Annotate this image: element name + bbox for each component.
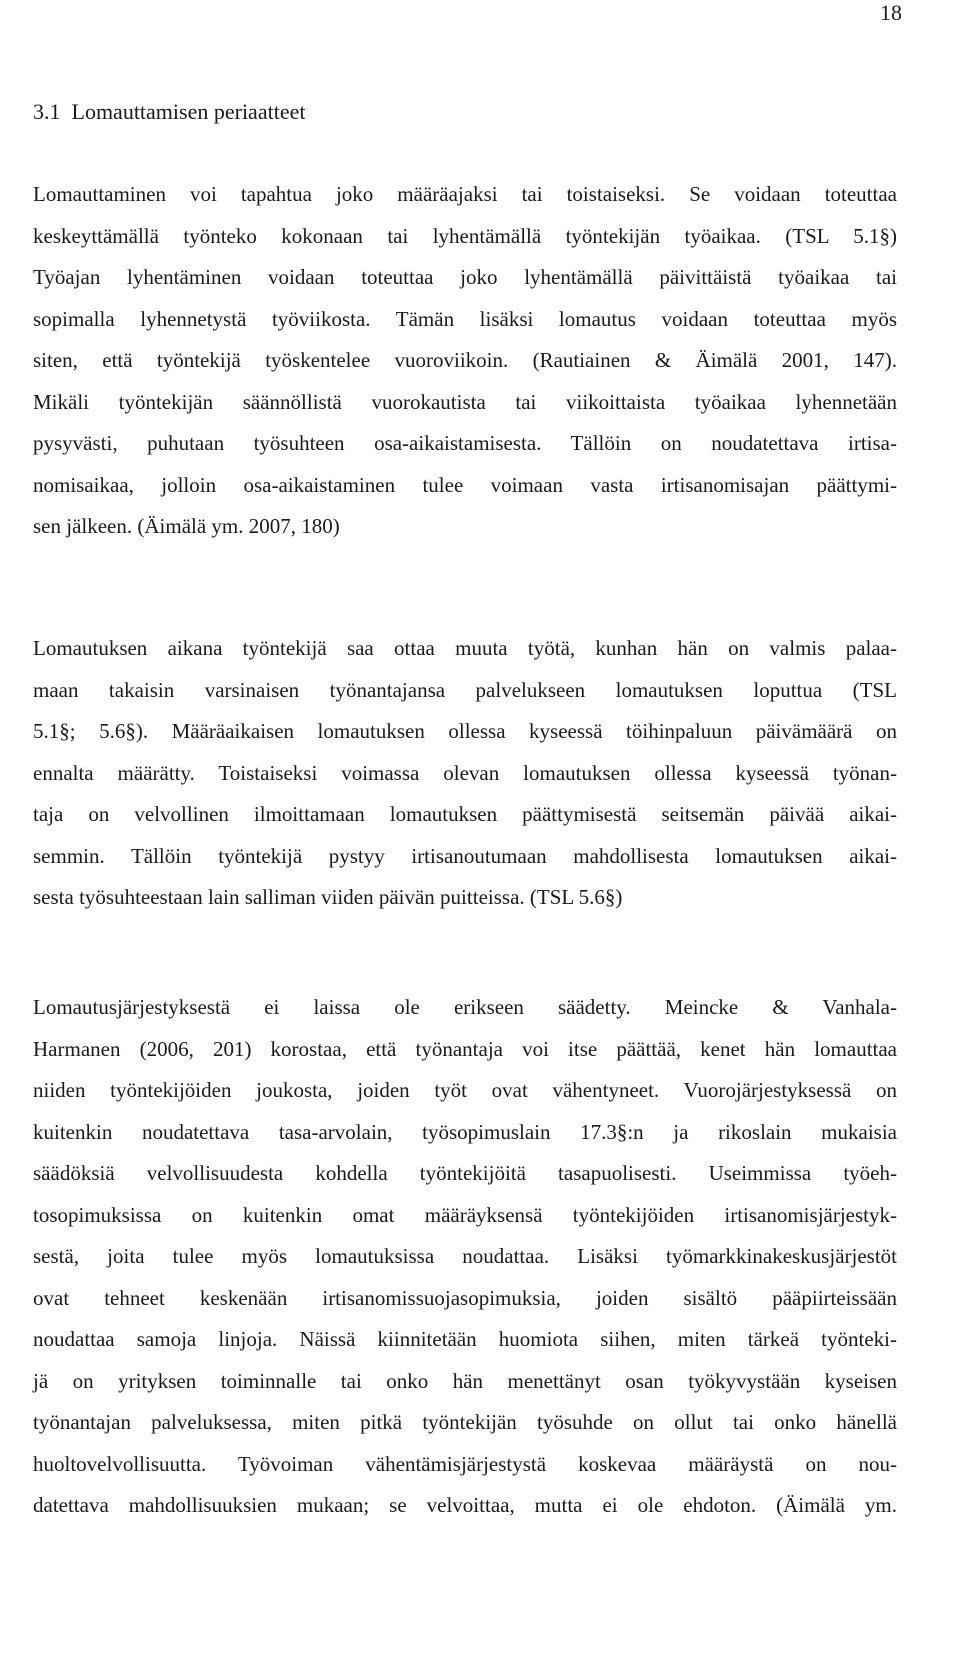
paragraph-line: sen jälkeen. (Äimälä ym. 2007, 180)	[33, 514, 340, 538]
paragraph-line: Lomautuksen aikana työntekijä saa ottaa muuta työtä, kunhan hän on valmis palaa-	[33, 636, 897, 660]
paragraph-line: Mikäli työntekijän säännöllistä vuorokautista tai viikoittaista työaikaa lyhennetään	[33, 389, 897, 414]
paragraph-line: pysyvästi, puhutaan työsuhteen osa-aikaistamisesta. Tällöin on noudatettava irtisa-	[33, 431, 897, 455]
paragraph-line: ovat tehneet keskenään irtisanomissuojasopimuksia, joiden sisältö pääpiirteissään	[33, 1285, 897, 1310]
section-heading: 3.1 Lomauttamisen periaatteet	[33, 99, 306, 124]
paragraph-line: huoltovelvollisuutta. Työvoiman vähentämisjärjestystä koskevaa määräystä on nou-	[33, 1451, 897, 1476]
paragraph-line: sopimalla lyhennetystä työviikosta. Tämän lisäksi lomautus voidaan toteuttaa myös	[33, 306, 897, 331]
paragraph-line: Lomauttaminen voi tapahtua joko määräajaksi tai toistaiseksi. Se voidaan toteuttaa	[33, 182, 897, 206]
paragraph-line: työnantajan palveluksessa, miten pitkä työntekijän työsuhde on ollut tai onko hänellä	[33, 1410, 897, 1434]
paragraph-line: siten, että työntekijä työskentelee vuoroviikoin. (Rautiainen & Äimälä 2001, 147).	[33, 348, 897, 372]
paragraph-line: 5.1§; 5.6§). Määräaikaisen lomautuksen ollessa kyseessä töihinpaluun päivämäärä on	[33, 719, 897, 743]
paragraph-line: noudattaa samoja linjoja. Näissä kiinnitetään huomiota siihen, miten tärkeä työnteki-	[33, 1327, 897, 1351]
paragraph-line: tosopimuksissa on kuitenkin omat määräyksensä työntekijöiden irtisanomisjärjestyk-	[33, 1202, 897, 1227]
paragraph-line: taja on velvollinen ilmoittamaan lomautuksen päättymisestä seitsemän päivää aikai-	[33, 802, 897, 826]
paragraph-line: sestä, joita tulee myös lomautuksissa noudattaa. Lisäksi työmarkkinakeskusjärjestöt	[33, 1244, 897, 1268]
paragraph-line: niiden työntekijöiden joukosta, joiden työt ovat vähentyneet. Vuorojärjestyksessä on	[33, 1078, 897, 1102]
paragraph-line: Lomautusjärjestyksestä ei laissa ole erikseen säädetty. Meincke & Vanhala-	[33, 995, 897, 1019]
page-number: 18	[880, 0, 902, 25]
paragraph-line: säädöksiä velvollisuudesta kohdella työntekijöitä tasapuolisesti. Useimmissa työeh-	[33, 1161, 897, 1185]
paragraph-line: datettava mahdollisuuksien mukaan; se velvoittaa, mutta ei ole ehdoton. (Äimälä ym.	[33, 1493, 897, 1517]
paragraph-line: Harmanen (2006, 201) korostaa, että työnantaja voi itse päättää, kenet hän lomauttaa	[33, 1036, 897, 1061]
paragraph-line: maan takaisin varsinaisen työnantajansa palvelukseen lomautuksen loputtua (TSL	[33, 677, 897, 702]
paragraph-2	[33, 635, 897, 926]
paragraph-line: jä on yrityksen toiminnalle tai onko hän menettänyt osan työkyvystään kyseisen	[33, 1368, 897, 1393]
paragraph-1	[33, 181, 897, 555]
paragraph-line: kuitenkin noudatettava tasa-arvolain, työsopimuslain 17.3§:n ja rikoslain mukaisia	[33, 1119, 897, 1144]
paragraph-line: nomisaikaa, jolloin osa-aikaistaminen tulee voimaan vasta irtisanomisajan päättymi-	[33, 472, 897, 497]
paragraph-line: Työajan lyhentäminen voidaan toteuttaa joko lyhentämällä päivittäistä työaikaa tai	[33, 265, 897, 289]
paragraph-line: ennalta määrätty. Toistaiseksi voimassa olevan lomautuksen ollessa kyseessä työnan-	[33, 760, 897, 785]
paragraph-line: keskeyttämällä työnteko kokonaan tai lyhentämällä työntekijän työaikaa. (TSL 5.1§)	[33, 223, 897, 248]
paragraph-line: semmin. Tällöin työntekijä pystyy irtisanoutumaan mahdollisesta lomautuksen aikai-	[33, 843, 897, 868]
paragraph-3	[33, 994, 897, 1534]
paragraph-line: sesta työsuhteestaan lain salliman viiden päivän puitteissa. (TSL 5.6§)	[33, 885, 623, 909]
